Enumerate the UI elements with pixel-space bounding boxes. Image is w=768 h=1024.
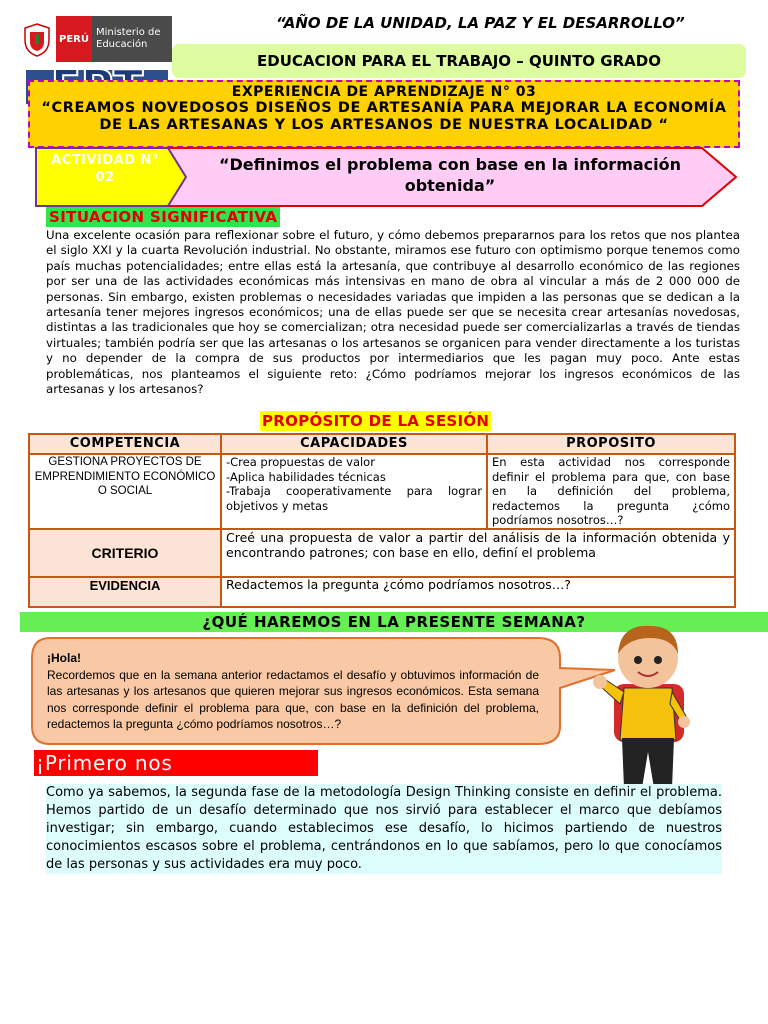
purpose-heading: PROPÓSITO DE LA SESIÓN — [262, 412, 490, 430]
evidencia-label: EVIDENCIA — [29, 577, 221, 607]
capacidad-item: -Crea propuestas de valor — [226, 455, 375, 469]
header-proposito: PROPOSITO — [487, 434, 735, 454]
week-heading: ¿QUÉ HAREMOS EN LA PRESENTE SEMANA? — [20, 612, 768, 632]
evidencia-cell: Redactemos la pregunta ¿cómo podríamos nosotros…? — [221, 577, 735, 607]
activity-title: “Definimos el problema con base en la información obtenida” — [218, 155, 682, 195]
first-heading: ¡Primero nos — [34, 750, 318, 776]
experience-box — [28, 80, 740, 148]
capacidad-item: -Aplica habilidades técnicas — [226, 469, 386, 484]
table-row — [29, 577, 735, 607]
capacidades-cell — [221, 454, 487, 529]
activity-label: ACTIVIDAD N° 02 — [51, 153, 159, 185]
logo-country: PERÚ — [59, 34, 89, 45]
subject-bar: EDUCACION PARA EL TRABAJO – QUINTO GRADO — [172, 44, 746, 78]
experience-title: EXPERIENCIA DE APRENDIZAJE N° 03 — [231, 84, 537, 100]
competencia-cell: GESTIONA PROYECTOS DE EMPRENDIMIENTO ECONÓMICO O SOCIAL — [29, 454, 221, 529]
bubble-text — [47, 650, 539, 733]
purpose-table — [28, 433, 736, 608]
criterio-cell: Creé una propuesta de valor a partir del análisis de la información obtenida y encontrando patrones; con base en ello, definí el problema — [221, 529, 735, 577]
design-thinking-text: Como ya sabemos, la segunda fase de la metodología Design Thinking consiste en definir el problema. Hemos partido de un desafío determinado que nos sirvió para establecer el marco que debíamos investigar; sin embargo, cuando establecimos ese desafío, lo hicimos partiendo de nuestros conocimientos escasos sobre el problema, centrándonos en lo que sabíamos, pero lo que conocíamos de las personas y sus actividades era muy poco. — [46, 785, 722, 872]
table-row — [29, 529, 735, 577]
situation-heading: SITUACION SIGNIFICATIVA — [46, 207, 280, 227]
table-row — [29, 454, 735, 529]
greeting: ¡Hola! — [47, 651, 81, 665]
logo-country-block — [56, 16, 92, 62]
proposito-cell: En esta actividad nos corresponde definir el problema para que, con base en la definición del problema, redactemos la pregunta ¿cómo podríamos nosotros…? — [487, 454, 735, 529]
capacidad-item: -Trabaja cooperativamente para lograr objetivos y metas — [226, 484, 482, 513]
year-motto: “AÑO DE LA UNIDAD, LA PAZ Y EL DESARROLLO” — [276, 14, 685, 32]
logo-ministry-block — [92, 16, 172, 62]
week-message: Recordemos que en la semana anterior redactamos el desafío y obtuvimos información de las artesanas y los artesanos que quieren mejorar sus ingresos económicos. Esta semana nos corresponde definir el problema para que, con base en la definición del problema, redactemos la pregunta ¿cómo podríamos nosotros…? — [47, 667, 539, 731]
header-capacidades: CAPACIDADES — [221, 434, 487, 454]
peru-shield-icon — [22, 22, 52, 58]
header-competencia: COMPETENCIA — [29, 434, 221, 454]
logo-ministry: Ministerio de Educación — [96, 27, 161, 50]
criterio-label: CRITERIO — [29, 529, 221, 577]
situation-text: Una excelente ocasión para reflexionar sobre el futuro, y cómo debemos prepararnos para los retos que nos plantea el siglo XXI y la cuarta Revolución industrial. No obstante, miramos ese futuro con optimismo porque tenemos como país muchas potencialidades; entre ellas está la artesanía, que contribuye al desarrollo económico de las regiones por ser una de las actividades económicas más intensivas en mano de obra al vincular a más de 2 000 000 de personas. Sin embargo, existen problemas o necesidades variadas que impiden a las personas que se dedican a la artesanía tener mejores ingresos económicos; una de ellas puede ser que se necesita crear artesanías novedosas, distintas a las tradicionales que hoy se comercializan; otra necesidad puede ser comercializarlas a través de tiendas virtuales; también podría ser que las artesanas o los artesanos se organicen para vender directamente a los turistas y no depender de la compra de sus productos por intermediarios que les pagan muy poco. Ante estas problemáticas, nos planteamos el siguiente reto: ¿Cómo podríamos mejorar los ingresos económicos de las artesanas y los artesanos? — [46, 228, 740, 397]
student-boy-illustration — [592, 618, 702, 800]
experience-quote: “CREAMOS NOVEDOSOS DISEÑOS DE ARTESANÍA PARA MEJORAR LA ECONOMÍA DE LAS ARTESANAS Y LOS ARTESANOS DE NUESTRA LOCALIDAD “ — [41, 100, 727, 133]
table-header-row — [29, 434, 735, 454]
